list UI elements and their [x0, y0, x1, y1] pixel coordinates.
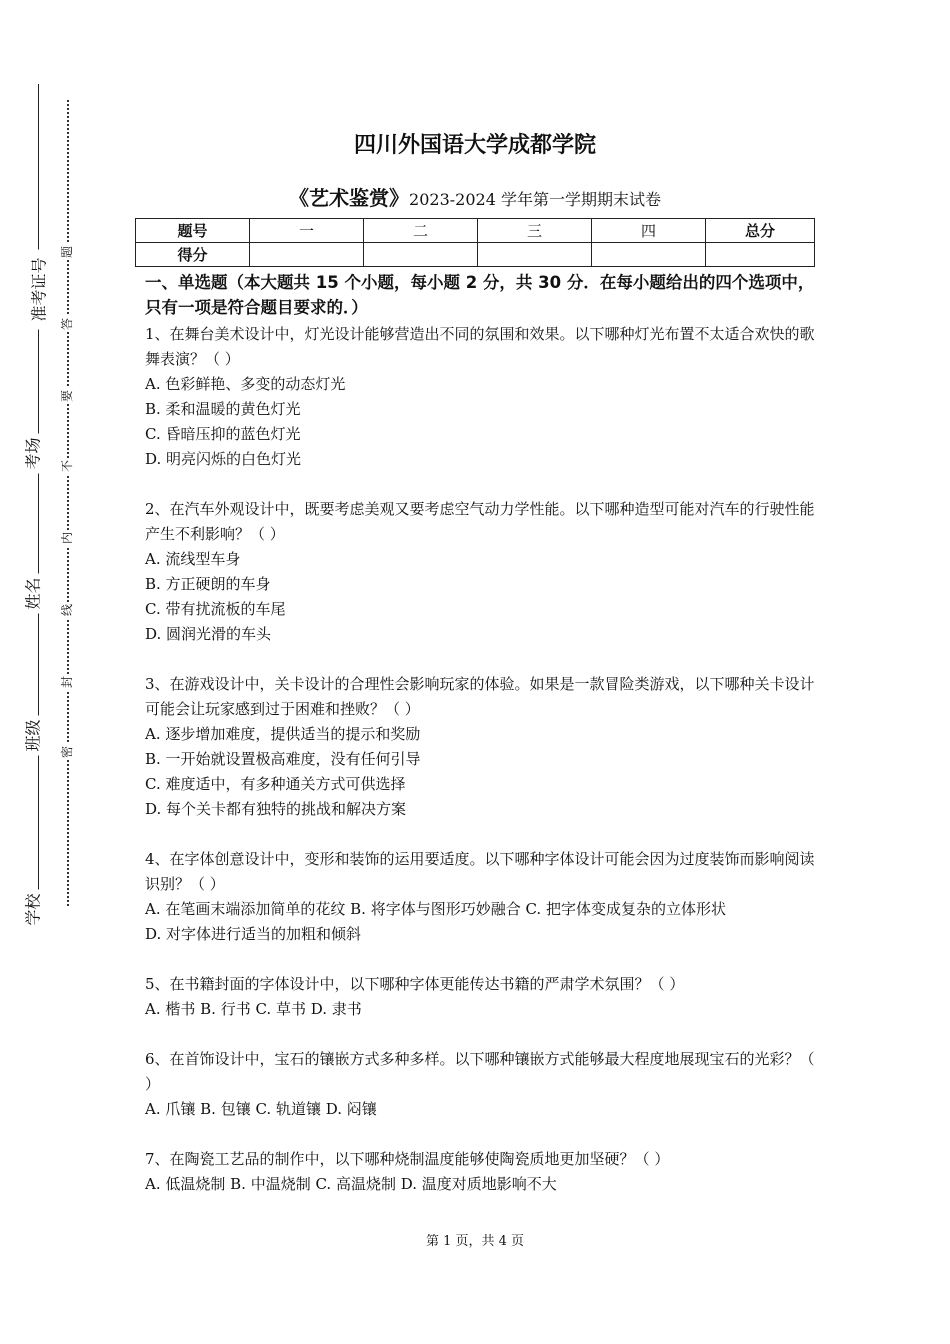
page-footer: 第 1 页，共 4 页	[425, 1234, 525, 1249]
question-text: 6、在首饰设计中，宝石的镶嵌方式多种多样。以下哪种镶嵌方式能够最大程度地展现宝石的光彩？（ ）	[145, 1050, 815, 1093]
score-cell	[250, 243, 364, 267]
question-6	[145, 1047, 817, 1122]
question-2	[145, 497, 817, 647]
question-text: 5、在书籍封面的字体设计中，以下哪种字体更能传达书籍的严肃学术氛围？（ ）	[145, 975, 685, 993]
score-header-cell: 题号	[136, 219, 250, 243]
score-cell	[478, 243, 592, 267]
score-header-cell: 总分	[706, 219, 815, 243]
school-label: 学校	[21, 890, 44, 930]
option-c: C. 带有扰流板的车尾	[145, 600, 286, 618]
score-cell	[706, 243, 815, 267]
options-line: A. 低温烧制 B. 中温烧制 C. 高温烧制 D. 温度对质地影响不大	[145, 1175, 557, 1193]
school-title: 四川外国语大学成都学院	[353, 133, 596, 158]
options-line: A. 在笔画末端添加简单的花纹 B. 将字体与图形巧妙融合 C. 把字体变成复杂的立体形状	[145, 900, 726, 918]
term-text: 2023-2024 学年第一学期期末试卷	[409, 190, 661, 209]
option-a: A. 逐步增加难度，提供适当的提示和奖励	[145, 725, 421, 743]
option-a: A. 流线型车身	[145, 550, 241, 568]
question-section	[145, 270, 817, 1222]
option-d: D. 圆润光滑的车头	[145, 625, 272, 643]
option-b: B. 柔和温暖的黄色灯光	[145, 400, 301, 418]
question-4	[145, 847, 817, 947]
binding-line	[38, 84, 39, 904]
score-table-score-row	[136, 243, 815, 267]
question-7	[145, 1147, 817, 1197]
score-header-cell: 一	[250, 219, 364, 243]
seal-char: 线	[60, 604, 74, 617]
score-header-cell: 二	[364, 219, 478, 243]
option-c: C. 昏暗压抑的蓝色灯光	[145, 425, 301, 443]
option-c: C. 难度适中，有多种通关方式可供选择	[145, 775, 406, 793]
score-cell	[592, 243, 706, 267]
score-table	[135, 218, 815, 267]
exam-room-label: 考场	[21, 434, 44, 474]
score-header-cell: 三	[478, 219, 592, 243]
exam-number-label: 准考证号	[27, 250, 50, 330]
options-line: A. 楷书 B. 行书 C. 草书 D. 隶书	[145, 1000, 362, 1018]
option-d: D. 对字体进行适当的加粗和倾斜	[145, 925, 362, 943]
question-text: 4、在字体创意设计中，变形和装饰的运用要适度。以下哪种字体设计可能会因为过度装饰而影响阅读识别？（ ）	[145, 850, 815, 893]
score-table-header-row	[136, 219, 815, 243]
options-line: A. 爪镶 B. 包镶 C. 轨道镶 D. 闷镶	[145, 1100, 377, 1118]
question-1	[145, 322, 817, 472]
seal-char: 内	[60, 532, 74, 545]
option-d: D. 每个关卡都有独特的挑战和解决方案	[145, 800, 407, 818]
question-text: 2、在汽车外观设计中，既要考虑美观又要考虑空气动力学性能。以下哪种造型可能对汽车的行驶性能产生不利影响？（ ）	[145, 500, 815, 543]
seal-char: 答	[60, 318, 74, 331]
option-a: A. 色彩鲜艳、多变的动态灯光	[145, 375, 346, 393]
question-text: 1、在舞台美术设计中，灯光设计能够营造出不同的氛围和效果。以下哪种灯光布置不太适合欢快的歌舞表演？（ ）	[145, 325, 815, 368]
question-3	[145, 672, 817, 822]
question-5	[145, 972, 817, 1022]
option-b: B. 方正硬朗的车身	[145, 575, 271, 593]
class-label: 班级	[21, 716, 44, 756]
exam-title	[135, 182, 815, 211]
score-cell	[364, 243, 478, 267]
question-text: 3、在游戏设计中，关卡设计的合理性会影响玩家的体验。如果是一款冒险类游戏，以下哪种关卡设计可能会让玩家感到过于困难和挫败？（ ）	[145, 675, 815, 718]
seal-char: 不	[60, 460, 74, 473]
seal-dotted-line	[67, 100, 69, 906]
seal-char: 要	[60, 390, 74, 403]
section-title: 一、单选题（本大题共 15 个小题，每小题 2 分，共 30 分．在每小题给出的四个选项中，只有一项是符合题目要求的．）	[145, 273, 815, 317]
seal-char: 封	[60, 676, 74, 689]
seal-char: 密	[60, 746, 74, 759]
score-header-cell: 四	[592, 219, 706, 243]
binding-margin	[0, 0, 90, 1344]
question-text: 7、在陶瓷工艺品的制作中，以下哪种烧制温度能够使陶瓷质地更加坚硬？（ ）	[145, 1150, 670, 1168]
score-row-label: 得分	[136, 243, 250, 267]
course-name: 《艺术鉴赏》	[289, 186, 410, 210]
name-label: 姓名	[21, 574, 44, 614]
option-d: D. 明亮闪烁的白色灯光	[145, 450, 302, 468]
seal-char: 题	[60, 246, 74, 259]
option-b: B. 一开始就设置极高难度，没有任何引导	[145, 750, 421, 768]
